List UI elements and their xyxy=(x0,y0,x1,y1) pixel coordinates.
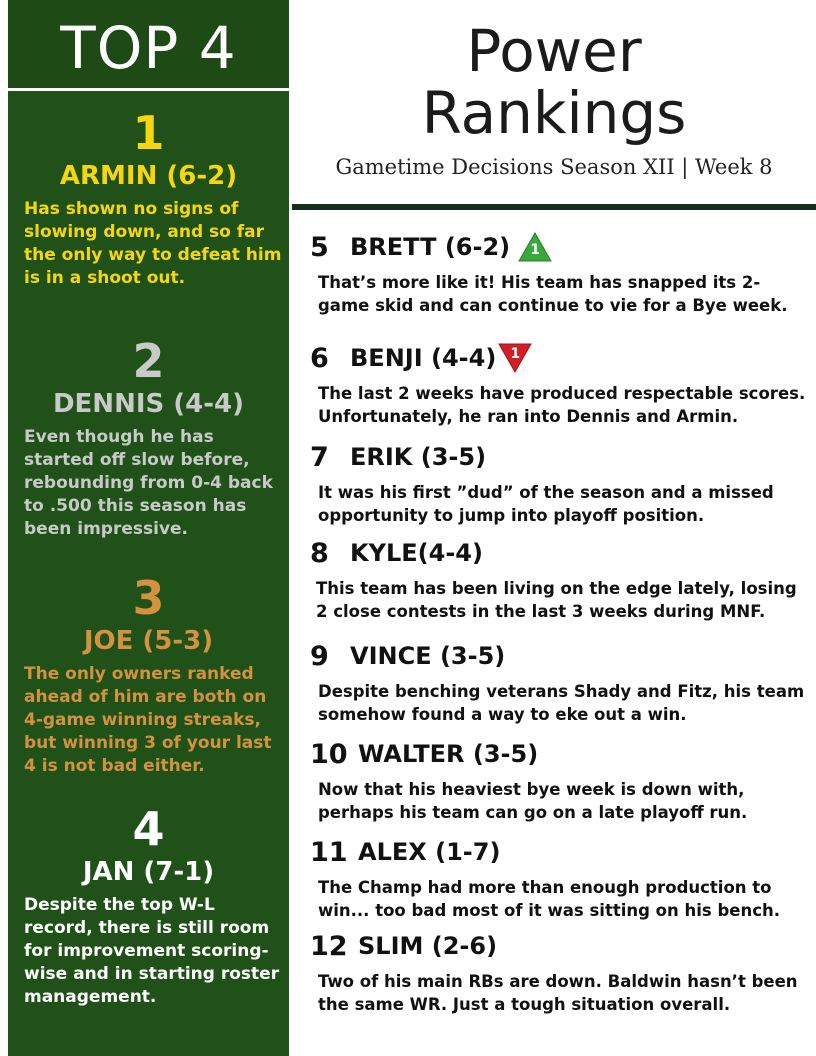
move-up-icon xyxy=(518,232,552,262)
sidebar-title: TOP 4 xyxy=(60,14,237,82)
ranking-item-10 xyxy=(310,736,810,824)
ranking-number: 10 xyxy=(310,738,348,770)
ranking-name: WALTER (3-5) xyxy=(358,740,539,768)
ranking-item-9 xyxy=(310,638,810,726)
ranking-number: 9 xyxy=(310,640,329,672)
top-rank-name: JAN (7-1) xyxy=(82,857,215,887)
ranking-name: SLIM (2-6) xyxy=(358,932,498,960)
page-title-line1: Power xyxy=(466,17,642,85)
ranking-number: 8 xyxy=(310,537,329,569)
page-title xyxy=(292,17,816,147)
ranking-item-7 xyxy=(310,439,810,527)
ranking-number: 12 xyxy=(310,930,348,962)
top-entry-1 xyxy=(8,108,289,290)
ranking-description: Despite benching veterans Shady and Fitz, his team somehow found a way to eke out a win. xyxy=(318,682,805,724)
top-entry-3 xyxy=(8,573,289,778)
ranking-item-6 xyxy=(310,340,810,428)
sidebar-header xyxy=(8,0,289,91)
top4-sidebar xyxy=(8,0,289,1056)
top-rank-description: Has shown no signs of slowing down, and so far the only way to defeat him is in a shoot out. xyxy=(24,199,282,288)
move-amount: 1 xyxy=(510,346,521,362)
ranking-name: ALEX (1-7) xyxy=(358,838,501,866)
move-amount: 1 xyxy=(530,242,540,258)
top-entry-2 xyxy=(8,336,289,541)
ranking-number: 5 xyxy=(310,231,329,263)
ranking-name: BRETT (6-2) xyxy=(350,233,511,261)
ranking-item-11 xyxy=(310,834,810,922)
page-title-line2: Rankings xyxy=(421,79,687,147)
ranking-description: Two of his main RBs are down. Baldwin hasn’t been the same WR. Just a tough situation overall. xyxy=(318,972,798,1014)
ranking-name: ERIK (3-5) xyxy=(350,443,487,471)
ranking-item-12 xyxy=(310,928,810,1016)
move-down-icon xyxy=(498,343,532,373)
ranking-description: That’s more like it! His team has snapped its 2-game skid and can continue to vie for a Bye week. xyxy=(318,273,788,315)
top-rank-description: The only owners ranked ahead of him are both on 4-game winning streaks, but winning 3 of your last 4 is not bad either. xyxy=(24,664,272,776)
top-rank-name: DENNIS (4-4) xyxy=(52,389,245,419)
top-rank-description: Even though he has started off slow before, rebounding from 0-4 back to .500 this season has been impressive. xyxy=(24,427,273,539)
ranking-number: 11 xyxy=(310,836,348,868)
top-rank-number: 2 xyxy=(132,334,165,388)
top-rank-number: 4 xyxy=(132,802,165,856)
ranking-description: The last 2 weeks have produced respectable scores. Unfortunately, he ran into Dennis and Armin. xyxy=(318,384,806,426)
top-rank-name: JOE (5-3) xyxy=(83,626,214,656)
ranking-item-5 xyxy=(310,229,810,317)
page-subtitle: Gametime Decisions Season XII | Week 8 xyxy=(335,155,773,179)
ranking-item-8 xyxy=(310,535,810,623)
ranking-description: The Champ had more than enough production to win... too bad most of it was sitting on his bench. xyxy=(318,878,781,920)
ranking-number: 7 xyxy=(310,441,329,473)
top-entry-4 xyxy=(8,804,289,1009)
header-divider xyxy=(292,204,816,210)
top-rank-number: 1 xyxy=(132,106,165,160)
top-rank-name: ARMIN (6-2) xyxy=(59,161,238,191)
ranking-description: It was his first ”dud” of the season and a missed opportunity to jump into playoff position. xyxy=(318,483,774,525)
ranking-name: KYLE(4-4) xyxy=(350,539,483,567)
ranking-description: This team has been living on the edge lately, losing 2 close contests in the last 3 weeks during MNF. xyxy=(316,579,797,621)
ranking-number: 6 xyxy=(310,342,329,374)
top-rank-number: 3 xyxy=(132,571,165,625)
ranking-name: VINCE (3-5) xyxy=(350,642,506,670)
ranking-name: BENJI (4-4) xyxy=(350,344,497,372)
top-rank-description: Despite the top W-L record, there is still room for improvement scoring-wise and in starting roster management. xyxy=(24,895,280,1007)
ranking-description: Now that his heaviest bye week is down with, perhaps his team can go on a late playoff run. xyxy=(318,780,748,822)
